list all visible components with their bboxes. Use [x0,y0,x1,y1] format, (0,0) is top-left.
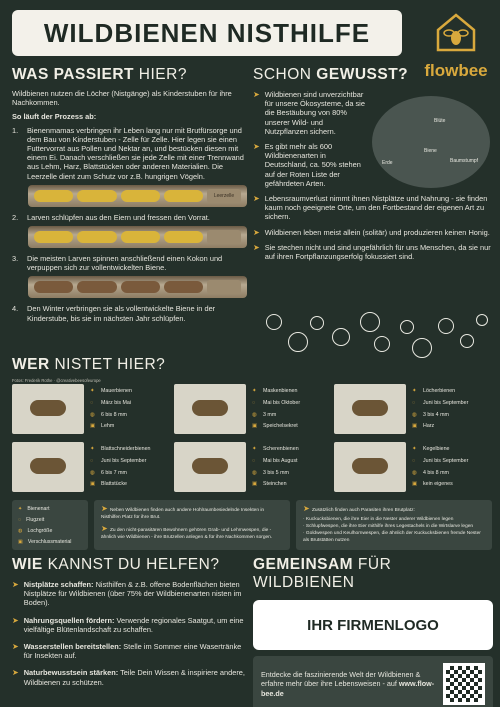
photo-credit: Fotos: Frederik Rothe · @creativebeesofeurope [12,378,101,383]
bee-card: ✦ Löcherbienen ◌ Juni bis September ◍ 3 bis 4 mm ▣ Harz [334,384,492,434]
process-steps [12,126,247,181]
website-link[interactable]: www.flow-bee.de [261,679,435,698]
help-item: ➤ Nahrungsquellen fördern: Verwende regionales Saatgut, um eine vielfältige Blütenlandschaft zu schaffen. [12,615,244,634]
legend-item: ▣ Verschlussmaterial [18,539,72,545]
brand-name: flowbee [424,61,488,80]
poster-title: WILDBIENEN NISTHILFE [12,10,402,56]
other-insects-note: ➤ Neben Wildbienen finden auch andere Hohlraumbesiedelnde Insekten in Nisthilfen Platz für ihre Brut. ➤ Zu den nicht-parasitären Bewohnern gehören Grab- und Lehmwespen, die - ähnlich wie Wildbienen - ihre Brutzellen anlegen & für ihre Nachkommen sorgen. [94,500,290,550]
arrow-icon: ➤ [12,642,19,652]
bee-photo [334,442,406,492]
process-step: 1. Bienenmamas verbringen ihr Leben lang nur mit Brutfürsorge und dem Bau von Kinderstuben - Zelle für Zelle. Hier legen sie einen Futtervorrat aus Pollen und Nektar an, und bestücken diesen mit einem Ei. Danach verschließen sie jede Zelle mit einer Trennwand aus Lehm, Harz, Blattstücken oder anderen Materialien. Die Leerzelle dient zum Schutz vor z.B. hungrigen Vögeln. [12,125,244,181]
tube-stage-3 [28,276,247,298]
bee-card: ✦ Scherenbienen ◌ Mai bis August ◍ 3 bis 5 mm ▣ Steinchen [174,442,332,492]
process-step: 2. Larven schlüpfen aus den Eiern und fressen den Vorrat. [12,212,210,222]
empty-cell-label: Leerzelle [207,189,241,203]
arrow-icon: ➤ [253,194,260,204]
together-heading: GEMEINSAM FÜR WILDBIENEN [253,556,392,591]
bee-photo [12,442,84,492]
habitat-diagram: Blüte Biene Erde Baumstumpf [372,96,490,188]
legend-item: ◌ Flugzeit [18,517,45,523]
bee-legend [12,500,88,550]
arrow-icon: ➤ [12,668,19,678]
help-item: ➤ Wasserstellen bereitstellen: Stelle im Sommer eine Wasertränke für Insekten auf. [12,642,242,661]
arrow-icon: ➤ [12,580,19,589]
bee-card: ✦ Mauerbienen ◌ März bis Mai ◍ 6 bis 8 mm ▣ Lehm [12,384,170,434]
bubble-decoration [262,308,492,358]
legend-item: ◍ Lochgröße [18,528,53,534]
arrow-icon: ➤ [253,90,260,99]
bee-photo [12,384,84,434]
arrow-icon: ➤ [12,615,19,625]
facts-heading: SCHON GEWUSST? [253,66,409,83]
website-cta: Entdecke die faszinierende Welt der Wildbienen & erfahre mehr über ihre Lebensweisen - auf www.flow-bee.de [253,656,493,707]
help-item: ➤ Naturbewusstsein stärken: Teile Dein Wissen & inspiriere andere, Wildbienen zu schützen. [12,668,245,687]
process-step: 3. Die meisten Larven spinnen anschließend einen Kokon und verpuppen sich zur vollentwickelten Biene. [12,254,223,273]
bee-card: ✦ Maskenbienen ◌ Mai bis Oktober ◍ 3 mm ▣ Speichelsekret [174,384,332,434]
help-heading: WIE KANNST DU HELFEN? [12,556,220,573]
section-together [253,556,493,707]
bee-card: ✦ Blattschneiderbienen ◌ Juni bis September ◍ 6 bis 7 mm ▣ Blattstücke [12,442,170,492]
arrow-icon: ➤ [253,227,260,237]
section-what-happens [12,66,247,326]
qr-code[interactable] [443,663,485,705]
what-heading: WAS PASSIERT HIER? [12,66,187,83]
process-step: 4. Den Winter verbringen sie als vollentwickelte Biene in der Kinderstube, bis sie im nächsten Jahr schlüpfen. [12,304,216,323]
what-subhead: So läuft der Prozess ab: [12,112,97,122]
what-intro: Wildbienen nutzen die Löcher (Nistgänge) als Kinderstuben für ihre Nachkommen. [12,89,232,108]
bee-grid [12,384,492,496]
section-who-nests [12,356,492,383]
fact-item: ➤ Wildbienen sind unverzichtbar für unsere Ökosysteme, da sie die Bestäubung von 80% unserer Wild- und Nutzpflanzen sichern. [253,90,365,136]
legend-item: ✦ Bienenart [18,506,50,512]
arrow-icon: ➤ [253,242,260,252]
help-item: ➤ Nistplätze schaffen: Nisthilfen & z.B. offene Bodenflächen bieten Nistplätze für Wildbienen (über 75% der Wildbienenarten nisten im Boden). [12,580,242,608]
fact-item: ➤ Lebensraumverlust nimmt ihnen Nistplätze und Nahrung - sie finden kaum noch geeignete Orte, um den Fortbestand der eigenen Art zu sichern. [253,194,488,222]
bee-card: ✦ Kegelbiene ◌ Juni bis September ◍ 4 bis 8 mm ▣ kein eigenes [334,442,492,492]
parasites-note: ➤ Zusätzlich finden auch Parasiten ihren Brutplatz: · Kuckucksbienen, die ihre Eier in die Nester anderer Wildbienen legen · Schlupfwespen, die ihre Eier mithilfe ihres Legestachels in die Wirtslarve legen · Goldwespen und Keulhornwespen, die ähnlich der Kuckucksbienen fremde Nester als Brutstätten nutzen [296,500,492,550]
section-how-to-help [12,556,247,693]
fact-item: ➤ Wildbienen leben meist allein (solitär) und produzieren keinen Honig. [253,227,490,237]
tube-stage-1 [28,185,247,207]
bee-photo [174,384,246,434]
tube-stage-2 [28,226,247,248]
fact-item: ➤ Es gibt mehr als 600 Wildbienenarten in Deutschland, ca. 50% stehen auf der Roten Liste der gefährdeten Arten. [253,142,361,188]
who-heading: WER NISTET HIER? [12,356,166,373]
hive-bee-icon [434,10,478,54]
arrow-icon: ➤ [253,142,260,152]
fact-item: ➤ Sie stechen nicht und sind ungefährlich für uns Menschen, da sie nur auf ihren Fortpflanzungserfolg fokussiert sind. [253,242,491,262]
bee-photo [174,442,246,492]
bee-photo [334,384,406,434]
company-logo-placeholder: IHR FIRMENLOGO [253,600,493,650]
